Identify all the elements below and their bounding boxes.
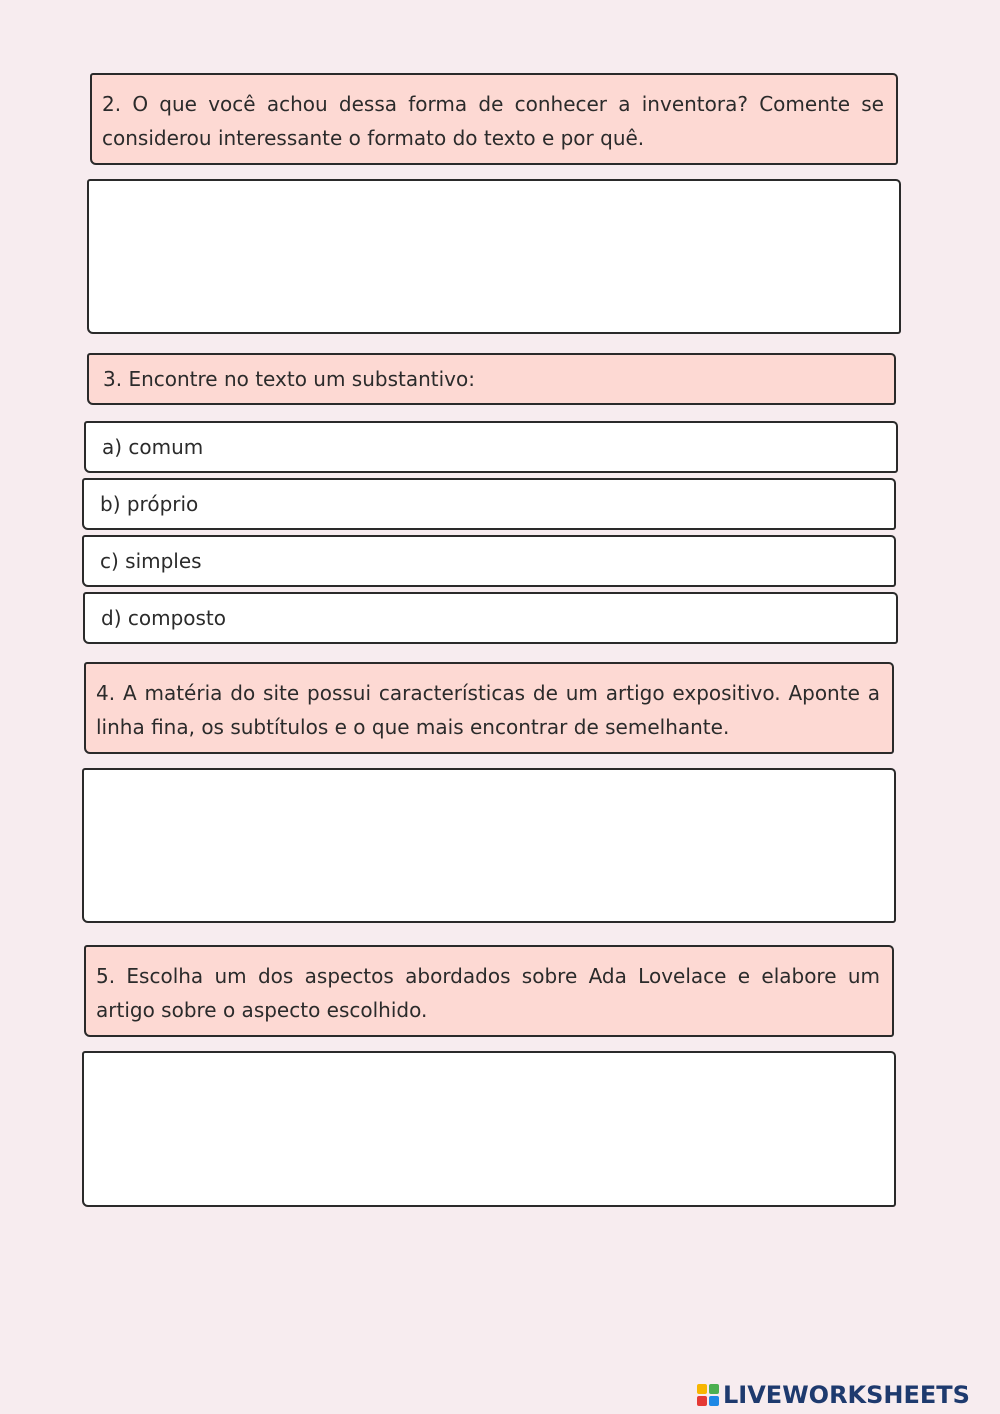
- option-a-box[interactable]: [84, 421, 898, 473]
- question-5: [84, 945, 894, 1037]
- answer-input-5[interactable]: [84, 1053, 894, 1205]
- logo-squares-icon: [697, 1384, 719, 1406]
- option-a-label: a) comum: [102, 435, 204, 459]
- question-5-text: 5. Escolha um dos aspectos abordados sobre Ada Lovelace e elabore um artigo sobre o aspecto escolhido.: [96, 964, 880, 1022]
- option-c-box[interactable]: [82, 535, 896, 587]
- question-2: [90, 73, 898, 165]
- answer-box-2[interactable]: [87, 179, 901, 334]
- liveworksheets-logo: [697, 1378, 970, 1412]
- question-4-text: 4. A matéria do site possui características de um artigo expositivo. Aponte a linha fina, os subtítulos e o que mais encontrar de semelhante.: [96, 681, 880, 739]
- question-4: [84, 662, 894, 754]
- option-c-label: c) simples: [100, 549, 202, 573]
- answer-input-2[interactable]: [89, 181, 899, 332]
- question-2-text: 2. O que você achou dessa forma de conhecer a inventora? Comente se considerou interessante o formato do texto e por quê.: [102, 92, 884, 150]
- option-b-box[interactable]: [82, 478, 896, 530]
- logo-text: LIVEWORKSHEETS: [723, 1381, 970, 1409]
- option-b-label: b) próprio: [100, 492, 199, 516]
- question-3: [87, 353, 896, 405]
- answer-box-4[interactable]: [82, 768, 896, 923]
- answer-box-5[interactable]: [82, 1051, 896, 1207]
- question-3-text: 3. Encontre no texto um substantivo:: [103, 367, 475, 391]
- answer-input-4[interactable]: [84, 770, 894, 921]
- option-d-box[interactable]: [83, 592, 898, 644]
- option-d-label: d) composto: [101, 606, 226, 630]
